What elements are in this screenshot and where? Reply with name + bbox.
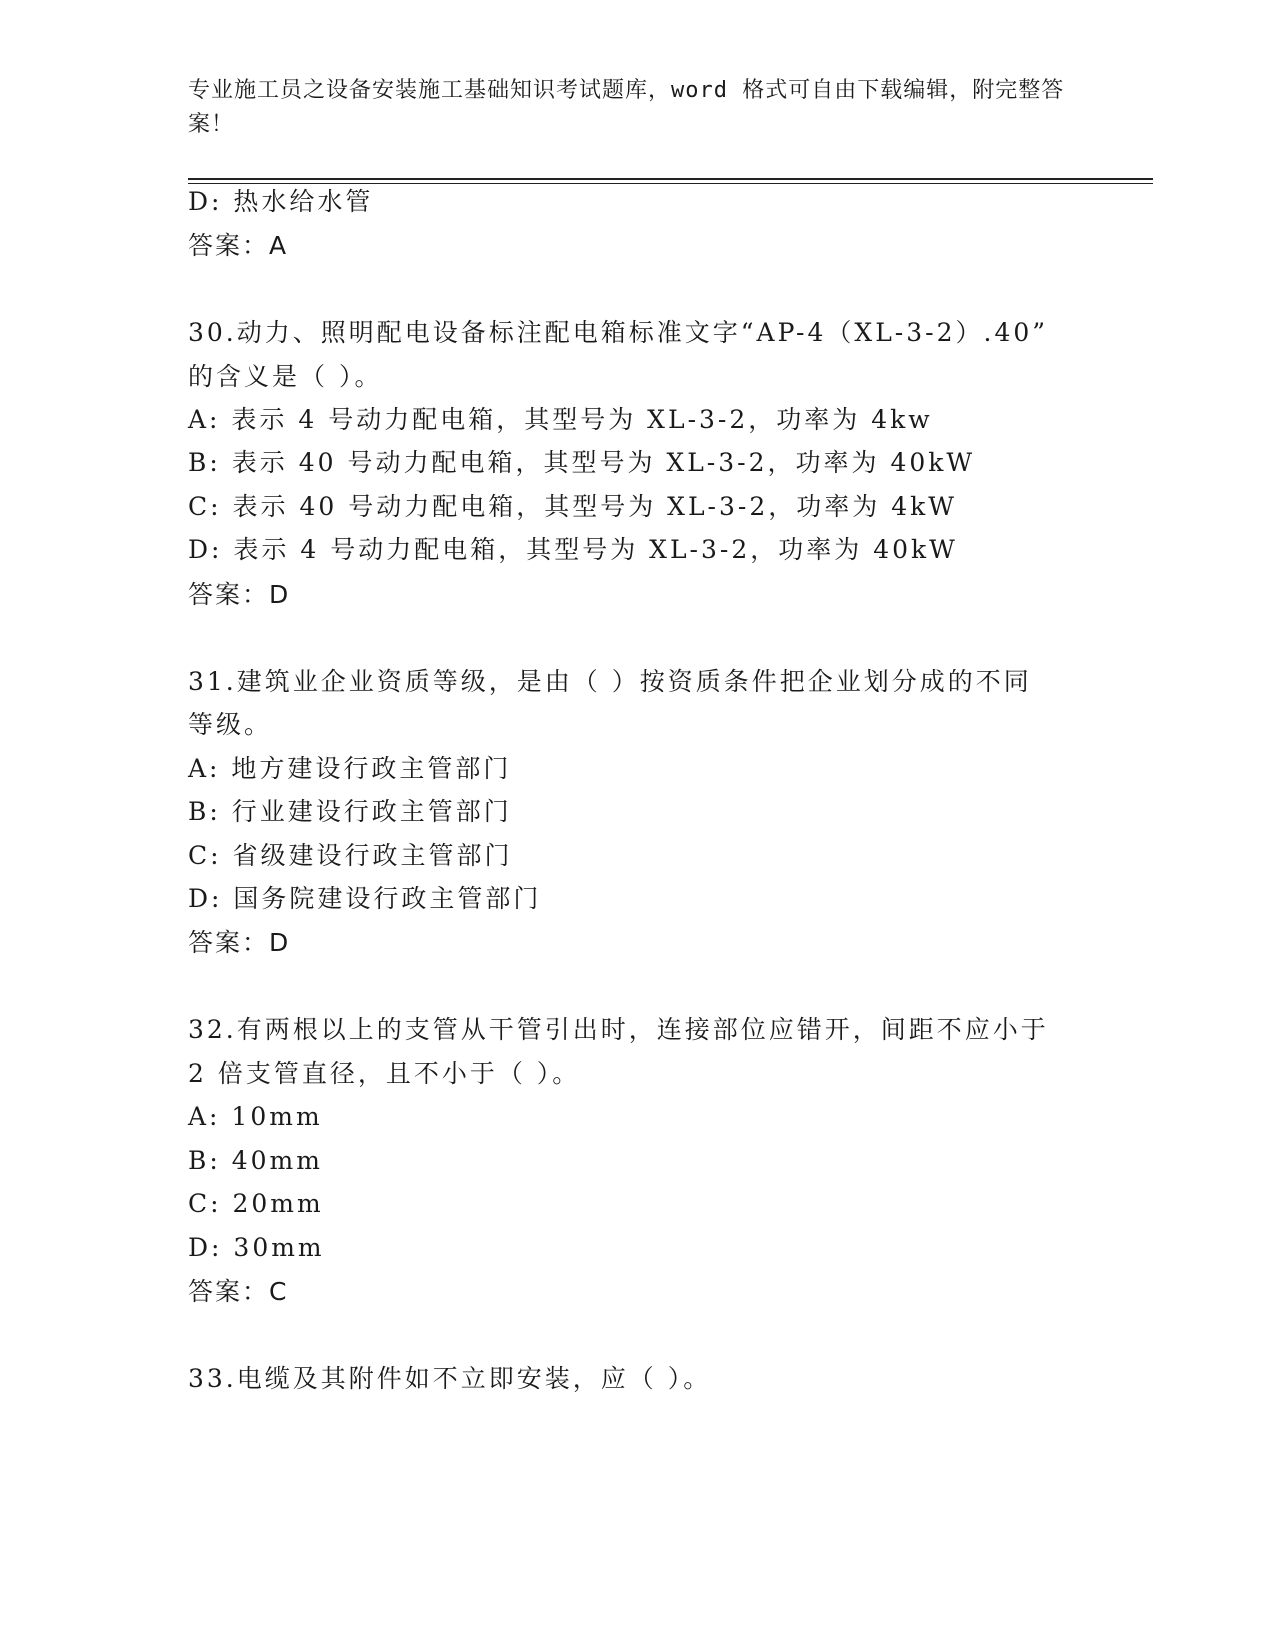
q32-option-d: D: 30mm — [188, 1233, 325, 1262]
header-rule-thin — [188, 183, 1153, 184]
q33-stem-line1: 33.电缆及其附件如不立即安装，应（ ）。 — [188, 1364, 712, 1393]
header-rule-thick — [188, 178, 1153, 180]
q32-answer: 答案：C — [188, 1277, 289, 1306]
prev-answer: 答案：A — [188, 231, 289, 260]
q31-option-c: C: 省级建设行政主管部门 — [188, 841, 513, 870]
q31-stem-line1: 31.建筑业企业资质等级，是由（ ）按资质条件把企业划分成的不同 — [188, 667, 1032, 696]
q30-answer: 答案：D — [188, 580, 291, 609]
q31-option-a: A: 地方建设行政主管部门 — [188, 754, 512, 783]
q30-option-c: C: 表示 40 号动力配电箱，其型号为 XL-3-2，功率为 4kW — [188, 492, 957, 521]
page-header: 专业施工员之设备安装施工基础知识考试题库，word 格式可自由下载编辑，附完整答案！ — [188, 78, 1065, 137]
q31-option-b: B: 行业建设行政主管部门 — [188, 797, 512, 826]
q32-stem-line1: 32.有两根以上的支管从干管引出时，连接部位应错开，间距不应小于 — [188, 1015, 1049, 1044]
q32-option-b: B: 40mm — [188, 1146, 323, 1175]
q30-option-d: D: 表示 4 号动力配电箱，其型号为 XL-3-2，功率为 40kW — [188, 535, 958, 564]
q30-stem-line1: 30.动力、照明配电设备标注配电箱标准文字“AP-4（XL-3-2）.40” — [188, 318, 1049, 347]
q31-stem-line2: 等级。 — [188, 710, 273, 739]
q32-option-a: A: 10mm — [188, 1102, 323, 1131]
q30-option-b: B: 表示 40 号动力配电箱，其型号为 XL-3-2，功率为 40kW — [188, 448, 976, 477]
q32-option-c: C: 20mm — [188, 1189, 324, 1218]
q30-option-a: A: 表示 4 号动力配电箱，其型号为 XL-3-2，功率为 4kw — [188, 405, 933, 434]
prev-option-d: D: 热水给水管 — [188, 187, 374, 216]
q30-stem-line2: 的含义是（ ）。 — [188, 362, 383, 391]
q31-option-d: D: 国务院建设行政主管部门 — [188, 884, 542, 913]
q32-stem-line2: 2 倍支管直径，且不小于（ ）。 — [188, 1059, 581, 1088]
q31-answer: 答案：D — [188, 928, 291, 957]
